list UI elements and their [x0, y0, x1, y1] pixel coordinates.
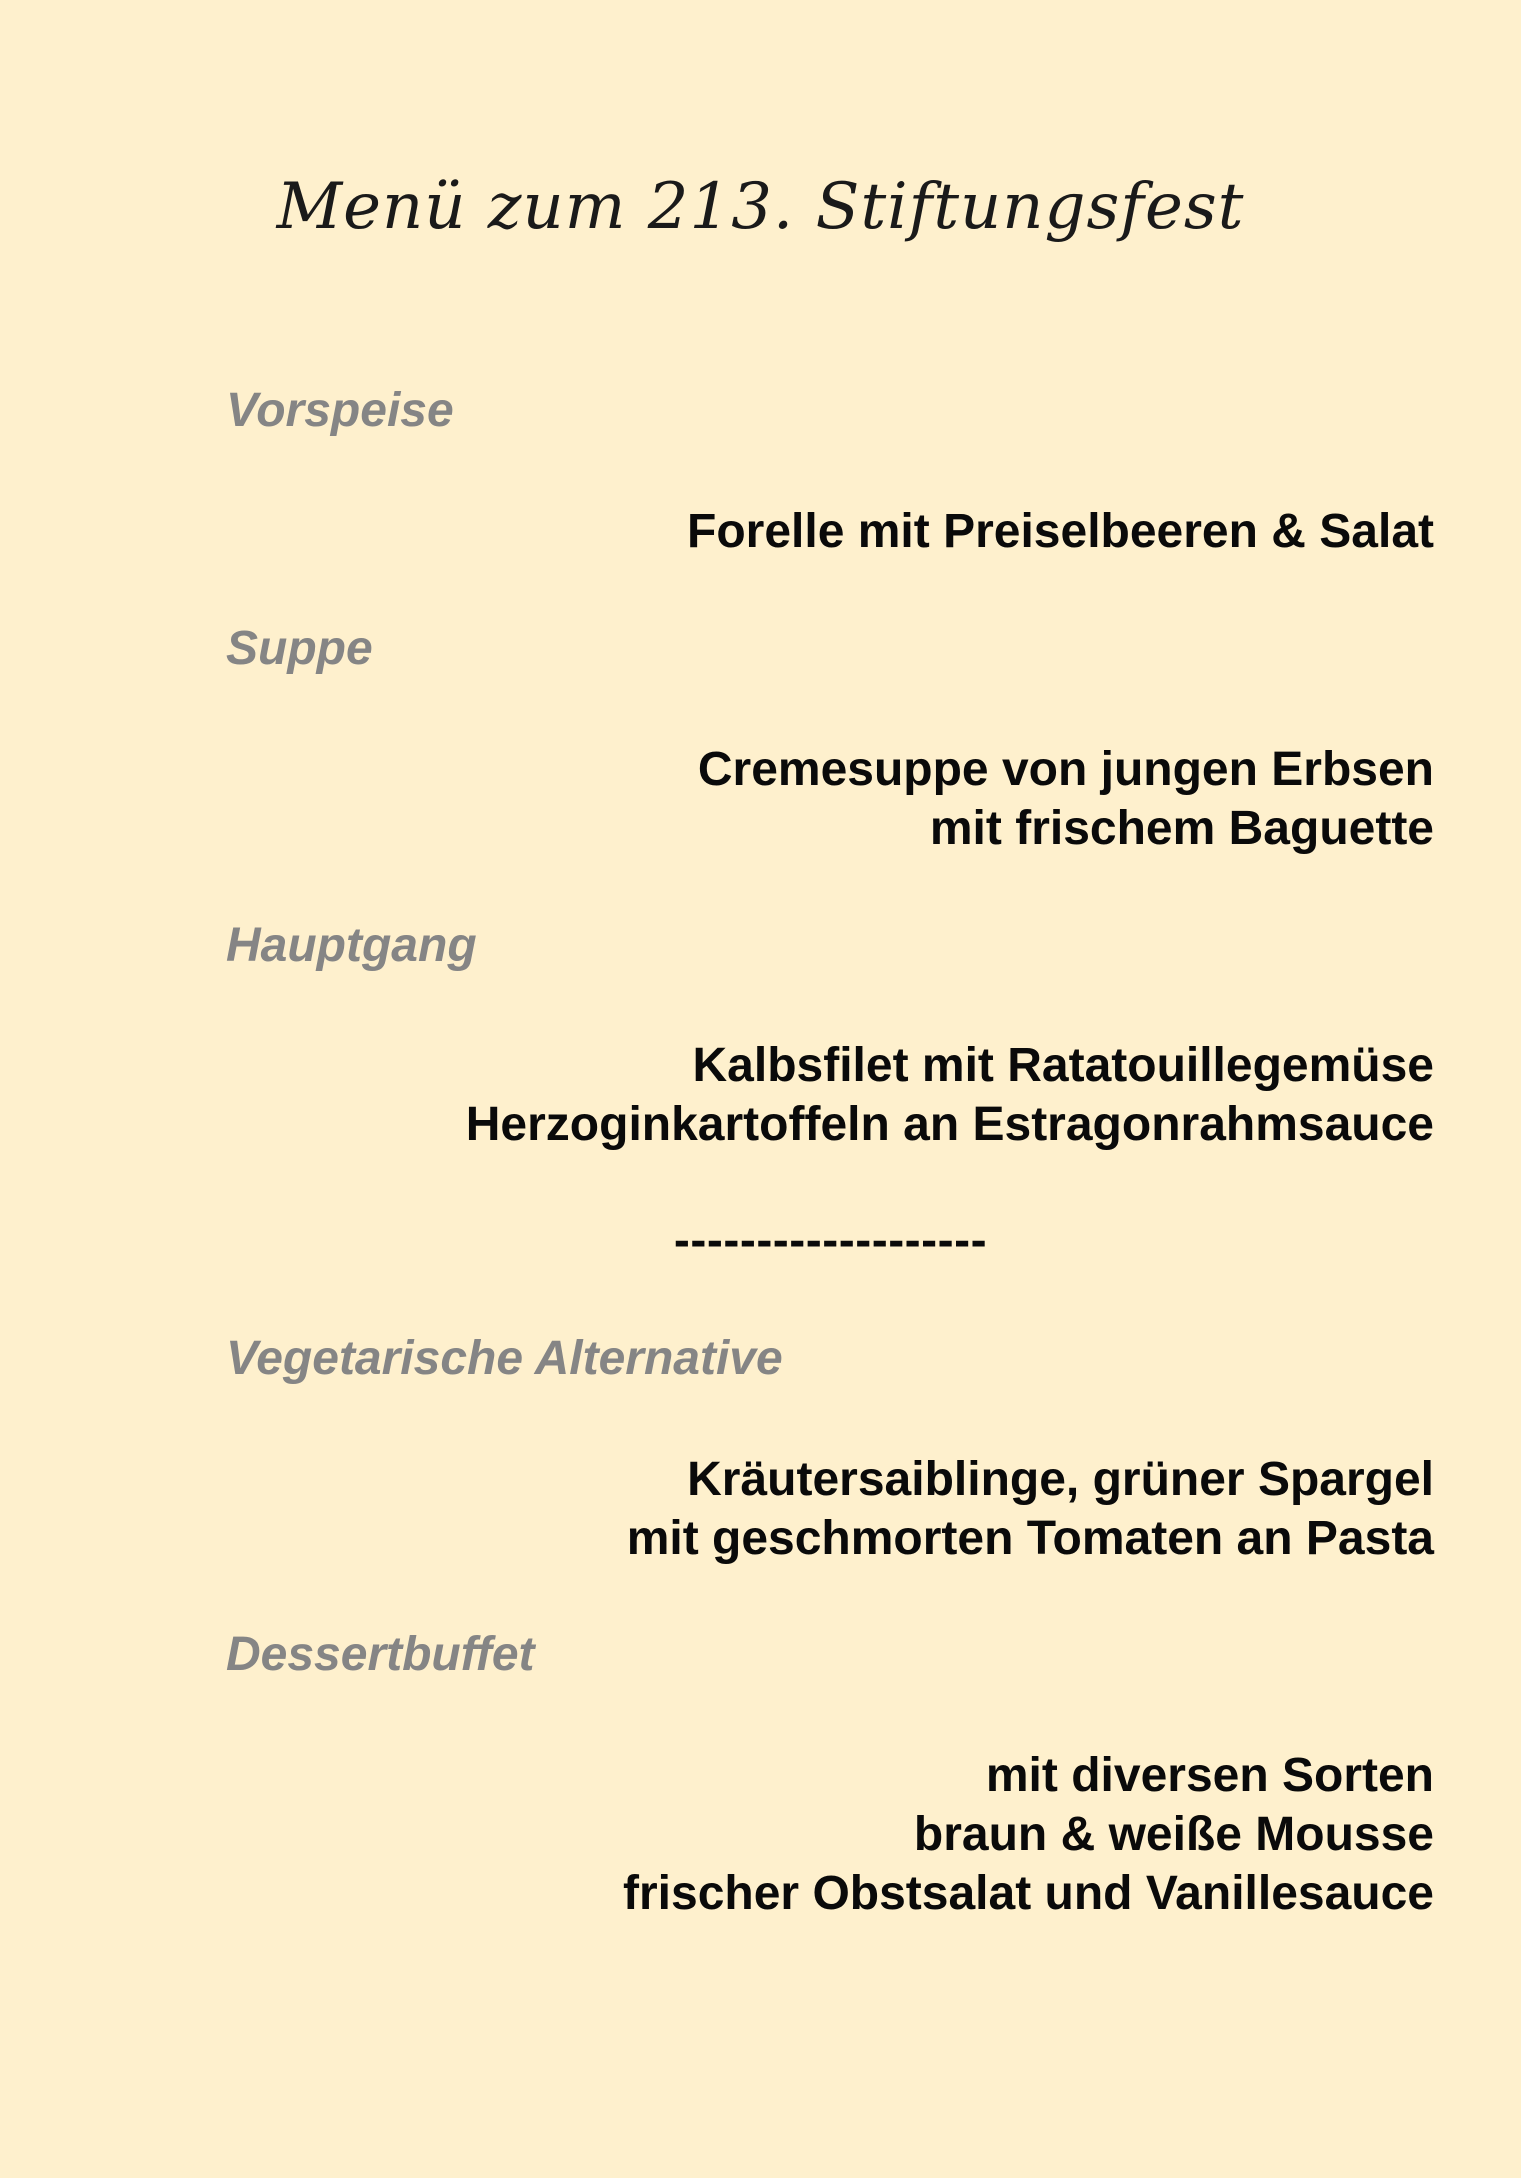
dish-line: Kräutersaiblinge, grüner Spargel — [687, 1453, 1434, 1506]
course-label-vorspeise: Vorspeise — [226, 384, 454, 437]
dish-line: braun & weiße Mousse — [913, 1808, 1434, 1861]
dish-line: Forelle mit Preiselbeeren & Salat — [687, 505, 1434, 558]
dish-vegetarisch — [627, 1450, 1434, 1568]
course-label-dessert: Dessertbuffet — [226, 1628, 535, 1681]
dish-line: Kalbsfilet mit Ratatouillegemüse — [692, 1039, 1434, 1092]
dish-line: mit geschmorten Tomaten an Pasta — [626, 1512, 1434, 1565]
dish-line: Herzoginkartoffeln an Estragonrahmsauce — [465, 1098, 1434, 1151]
dish-line: mit frischem Baguette — [929, 802, 1434, 855]
dish-vorspeise — [687, 502, 1434, 561]
course-separator: ------------------- — [673, 1214, 988, 1267]
menu-title: Menü zum 213. Stiftungsfest — [276, 170, 1245, 244]
dish-line: mit diversen Sorten — [985, 1749, 1434, 1802]
dish-dessert — [623, 1746, 1434, 1923]
course-label-hauptgang: Hauptgang — [226, 919, 477, 972]
course-label-vegetarisch: Vegetarische Alternative — [226, 1332, 783, 1385]
course-label-suppe: Suppe — [226, 622, 373, 675]
dish-suppe — [698, 740, 1434, 858]
dish-line: frischer Obstsalat und Vanillesauce — [623, 1867, 1434, 1920]
dish-hauptgang — [466, 1036, 1434, 1154]
dish-line: Cremesuppe von jungen Erbsen — [697, 743, 1434, 796]
